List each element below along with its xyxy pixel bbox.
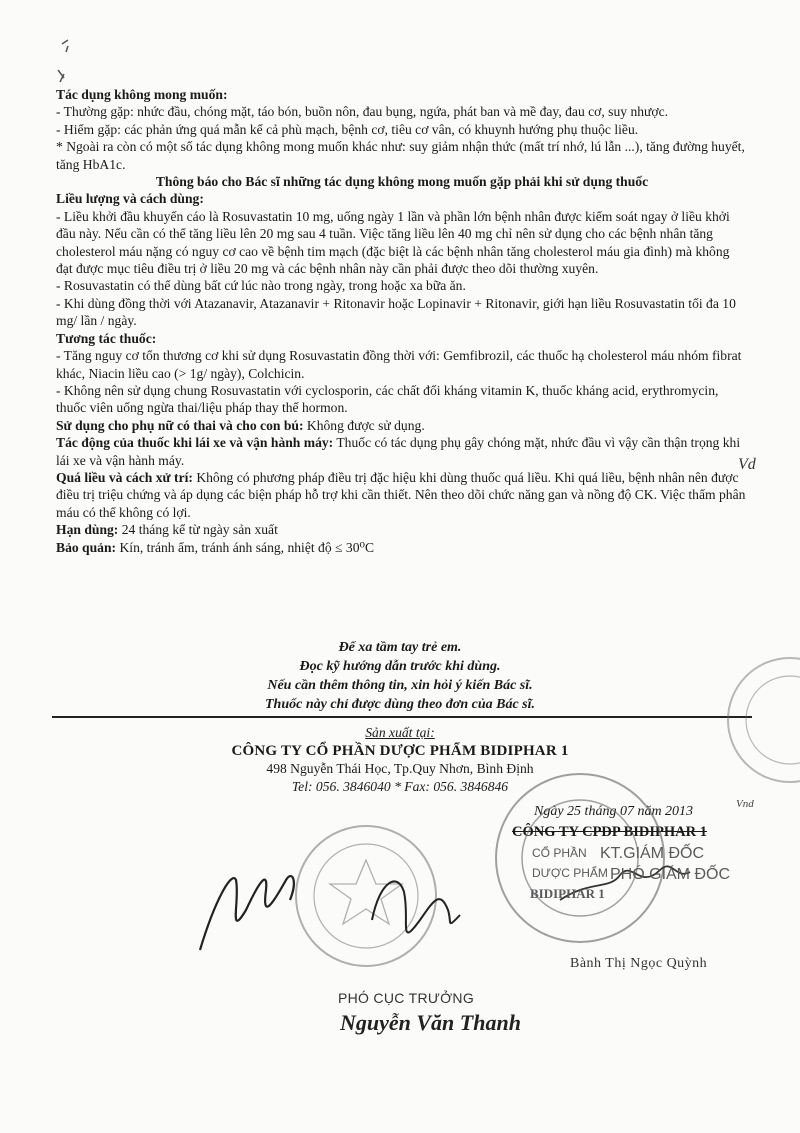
edge-stamp [728, 658, 800, 782]
authority-name: Nguyễn Văn Thanh [340, 1010, 521, 1035]
manufacturer-company: CÔNG TY CỔ PHẦN DƯỢC PHẨM BIDIPHAR 1 [231, 743, 569, 759]
note-ask-doctor: Nếu cần thêm thông tin, xin hỏi ý kiến Bác sĩ. [267, 678, 533, 693]
authority-title: PHÓ CỤC TRƯỞNG [338, 990, 475, 1006]
text-driving: Thuốc có tác dụng phụ gây chóng mặt, nhức đầu vì vậy cần thận trọng khi lái xe và vận hành máy. [56, 435, 741, 468]
paragraph-timing: - Rosuvastatin có thể dùng bất cứ lúc nào trong ngày, trong hoặc xa bữa ăn. [56, 278, 466, 294]
handwritten-mark-2: Vnd [736, 798, 754, 810]
paragraph-other-side-effects: * Ngoài ra còn có một số tác dụng không mong muốn khác như: suy giảm nhận thức (mất trí nhớ, lú lẫn ...), tăng đường huyết, tăng HbA1c. [56, 139, 745, 172]
signature-date: Ngày 25 tháng 07 năm 2013 [534, 804, 694, 819]
manufacturer-contact: Tel: 056. 3846040 * Fax: 056. 3846846 [291, 779, 509, 794]
label-driving: Tác động của thuốc khi lái xe và vận hành máy: [56, 435, 334, 451]
paragraph-initial-dose: - Liều khởi đầu khuyến cáo là Rosuvastatin 10 mg, uống ngày 1 lần và phần lớn bệnh nhân được kiểm soát ngay ở liều khởi đầu này. Nếu cần có thể tăng liều lên 20 mg sau 4 tuần. Việc tăng liều lên 40 mg chỉ nên sử dụng cho các bệnh nhân tăng cholesterol máu nặng có nguy cơ cao về bệnh tim mạch (đặc biệt là các bệnh nhân tăng cholesterol máu gia đình) mà không đạt được mục tiêu điều trị ở liều 20 mg và các bệnh nhân này cần phải được theo dõi thường xuyên. [56, 208, 730, 277]
label-storage: Bảo quản: [56, 539, 117, 555]
paragraph-combination-limit: - Khi dùng đồng thời với Atazanavir, Atazanavir + Ritonavir hoặc Lopinavir + Ritonavir, giới hạn liều Rosuvastatin tối đa 10 mg/ lần / ngày. [56, 295, 736, 329]
paragraph-common-side-effects: - Thường gặp: nhức đầu, chóng mặt, táo bón, buồn nôn, đau bụng, ngứa, phát ban và mề đay, đau cơ, suy nhược. [56, 104, 669, 120]
stamp-role: KT.GIÁM ĐỐC [600, 845, 705, 862]
text-pregnancy: Không được sử dụng. [303, 417, 425, 433]
manufacturer-address: 498 Nguyễn Thái Học, Tp.Quy Nhơn, Bình Định [266, 761, 534, 776]
ministry-seal [296, 826, 436, 966]
signer-name: Bành Thị Ngọc Quỳnh [570, 956, 708, 971]
note-keep-away: Để xa tầm tay trẻ em. [338, 640, 462, 655]
label-shelf-life: Hạn dùng: [56, 522, 119, 538]
handwritten-mark-1: Vd [738, 456, 756, 473]
text-shelf-life: 24 tháng kể từ ngày sản xuất [118, 522, 278, 538]
paragraph-contraindicated-combo: - Không nên sử dụng chung Rosuvastatin với cyclosporin, các chất đối kháng vitamin K, thuốc kháng acid, erythromycin, thuốc viên uống ngừa thai/liệu pháp thay thế hormon. [56, 382, 719, 416]
stamp-role-2: PHÓ GIÁM ĐỐC [610, 866, 731, 883]
label-overdose: Quá liều và cách xử trí: [56, 469, 193, 485]
manufacturer-label: Sản xuất tại: [365, 725, 435, 740]
section-heading-interactions: Tương tác thuốc: [56, 330, 157, 346]
stamp-line-2: DƯỢC PHẨM [532, 866, 608, 880]
note-prescription-only: Thuốc này chỉ được dùng theo đơn của Bác sĩ. [265, 697, 535, 712]
signature-left [200, 876, 294, 950]
doctor-notice: Thông báo cho Bác sĩ những tác dụng không mong muốn gặp phải khi sử dụng thuốc [155, 174, 649, 190]
signature-middle [372, 881, 460, 932]
paragraph-rare-side-effects: - Hiếm gặp: các phản ứng quá mẫn kể cả phù mạch, bệnh cơ, tiêu cơ vân, có khuynh hướng phụ thuộc liều. [56, 121, 639, 137]
note-read-instructions: Đọc kỹ hướng dẫn trước khi dùng. [299, 659, 501, 674]
section-heading-dosage: Liều lượng và cách dùng: [56, 191, 204, 207]
text-storage: Kín, tránh ẩm, tránh ánh sáng, nhiệt độ ≤ 30⁰C [116, 539, 375, 555]
corner-marks [58, 40, 68, 82]
section-heading-side-effects: Tác dụng không mong muốn: [56, 87, 228, 102]
label-pregnancy: Sử dụng cho phụ nữ có thai và cho con bú: [56, 417, 304, 433]
paragraph-muscle-risk: - Tăng nguy cơ tổn thương cơ khi sử dụng Rosuvastatin đồng thời với: Gemfibrozil, các thuốc hạ cholesterol máu nhóm fibrat khác, Niacin liều cao (> 1g/ ngày), Colchicin. [56, 348, 742, 381]
stamp-line-3: BIDIPHAR 1 [530, 886, 605, 901]
text-overdose: Không có phương pháp điều trị đặc hiệu khi dùng thuốc quá liều. Khi quá liều, bệnh nhân nên được điều trị triệu chứng và áp dụng các biện pháp hỗ trợ khi cần thiết. Nên theo dõi chức năng gan và nồng độ CK. Việc thẩm phân máu có thể không có lợi. [56, 469, 746, 520]
signature-company: CÔNG TY CPDP BIDIPHAR 1 [512, 824, 707, 840]
stamp-line-1: CỔ PHẦN [532, 846, 587, 860]
